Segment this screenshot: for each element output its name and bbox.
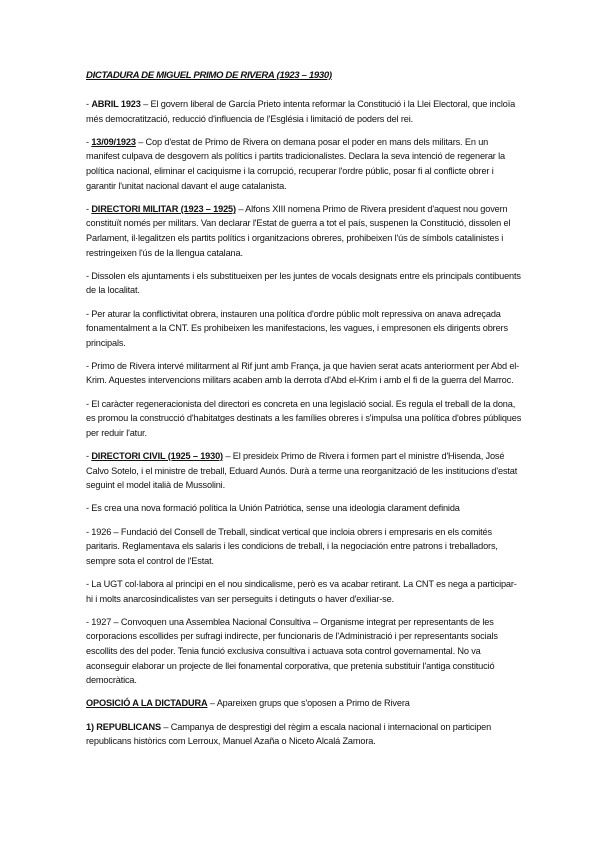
- paragraph-lead: ABRIL 1923: [91, 99, 141, 109]
- paragraph-cop-estat: [86, 135, 522, 193]
- document-content: [86, 69, 522, 757]
- paragraph-regeneracionista: - El caràcter regeneracionista del directori es concreta en una legislació social. Es regula el treball de la dona, es promou la construcció d'habitatges destinats a les famílies obreres i s'impulsa una política d'obres públiques per reduir l'atur.: [86, 398, 522, 438]
- paragraph-lead: 13/09/1923: [91, 136, 136, 147]
- paragraph-prefix: -: [86, 203, 92, 214]
- paragraph-prefix: -: [86, 99, 92, 109]
- paragraph-lead: DIRECTORI MILITAR (1923 – 1925): [91, 203, 236, 214]
- paragraph-text: – El presideix Primo de Rivera i formen part el ministre d'Hisenda, José Calvo Sotelo, i el ministre de treball, Eduard Aunós. Durà a terme una reorganització de les institucions d'estat seguint el model italià de Mussolini.: [86, 451, 518, 491]
- paragraph-text: – Alfons XIII nomena Primo de Rivera president d'aquest nou govern constituït només per militars. Van declarar l'Estat de guerra a tot el país, suspenen la Constitució, dissolen el Parlament, il·legalitzen els partits polítics i organitzacions obreres, prohibeixen l'ús de símbols catalinistes i restringeixen l'ús de la llengua catalana.: [86, 203, 511, 258]
- paragraph-lead: DIRECTORI CIVIL (1925 – 1930): [91, 451, 223, 462]
- paragraph-abril-1923: [86, 97, 522, 126]
- paragraph-text: – Cop d'estat de Primo de Rivera on demana posar el poder en mans dels militars. En un manifest culpava de desgovern als polítics i partits tradicionalistes. Declara la seva intenció de regenerar la política nacional, eliminar el caciquisme i la corrupció, recuperar l'ordre públic, posar fi al conflicte obrer i garantir l'unitat nacional davant el auge catalanista.: [86, 136, 505, 191]
- paragraph-1926: - 1926 – Fundació del Consell de Treball, sindicat vertical que incloia obrers i empresaris en els comités paritaris. Reglamentava els salaris i les condicions de treball, i la negociación entre patrons i treballadors, sempre sota el control de l'Estat.: [86, 526, 498, 566]
- section-oposicio: [86, 696, 522, 711]
- paragraph-ajuntaments: - Dissolen els ajuntaments i els substitueixen per les juntes de vocals designats entre els principals contibuents de la localitat.: [86, 270, 521, 296]
- paragraph-prefix: -: [86, 136, 92, 147]
- paragraph-directori-militar: [86, 202, 522, 260]
- paragraph-prefix: -: [86, 451, 92, 462]
- paragraph-text: – Campanya de desprestigi del règim a escala nacional i internacional on participen republicans històrics com Lerroux, Manuel Azaña o Niceto Alcalá Zamora.: [86, 721, 492, 747]
- section-text: – Apareixen grups que s'oposen a Primo de Rivera: [207, 698, 410, 709]
- paragraph-rif: - Primo de Rivera intervé militarment al Rif junt amb França, ja que havien serat acats anteriorment per Abd el-Krim. Aquestes intervencions militars acaben amb la derrota d'Abd el-Krim i amb el fi de la guerra del Marroc.: [86, 360, 520, 386]
- paragraph-directori-civil: [86, 449, 522, 493]
- paragraph-1927: - 1927 – Convoquen una Assemblea Nacional Consultiva – Organisme integrat per representants de les corporacions escollides per sufragi indirecte, per funcionaris de l'Administració i per representants socials escollits des del poder. Tenia funció exclusiva consultiva i actuava sota control governamental. No va aconseguir elaborar un projecte de llei fonamental corporativa, que pretenia substituir l'antiga constitució democràtica.: [86, 616, 498, 686]
- paragraph-union-patriotica: - Es crea una nova formació política la Unión Patriótica, sense una ideologia clarament definida: [86, 503, 460, 514]
- paragraph-text: – El govern liberal de García Prieto intenta reformar la Constitució i la Llei Electoral, que incloïa més democratització, reducció d'influencia de l'Església i limitació de poders del rei.: [86, 99, 516, 124]
- document-title: DICTADURA DE MIGUEL PRIMO DE RIVERA (1923 – 1930): [86, 70, 332, 81]
- section-heading: OPOSICIÓ A LA DICTADURA: [86, 698, 208, 709]
- paragraph-republicans: [86, 720, 522, 749]
- paragraph-ugt: - La UGT col·labora al principi en el nou sindicalisme, però es va acabar retirant. La CNT es nega a participar-hi i molts anarcosindicalistes van ser perseguits i detinguts o haver d'exiliar-se.: [86, 578, 517, 604]
- paragraph-conflictivitat: - Per aturar la conflictivitat obrera, instauren una política d'ordre públic molt repressiva on anava adreçada fonamentalment a la CNT. Es prohibeixen les manifestacions, les vagues, i empresonen els dirigents obrers principals.: [86, 308, 508, 348]
- paragraph-lead: 1) REPUBLICANS: [86, 721, 161, 732]
